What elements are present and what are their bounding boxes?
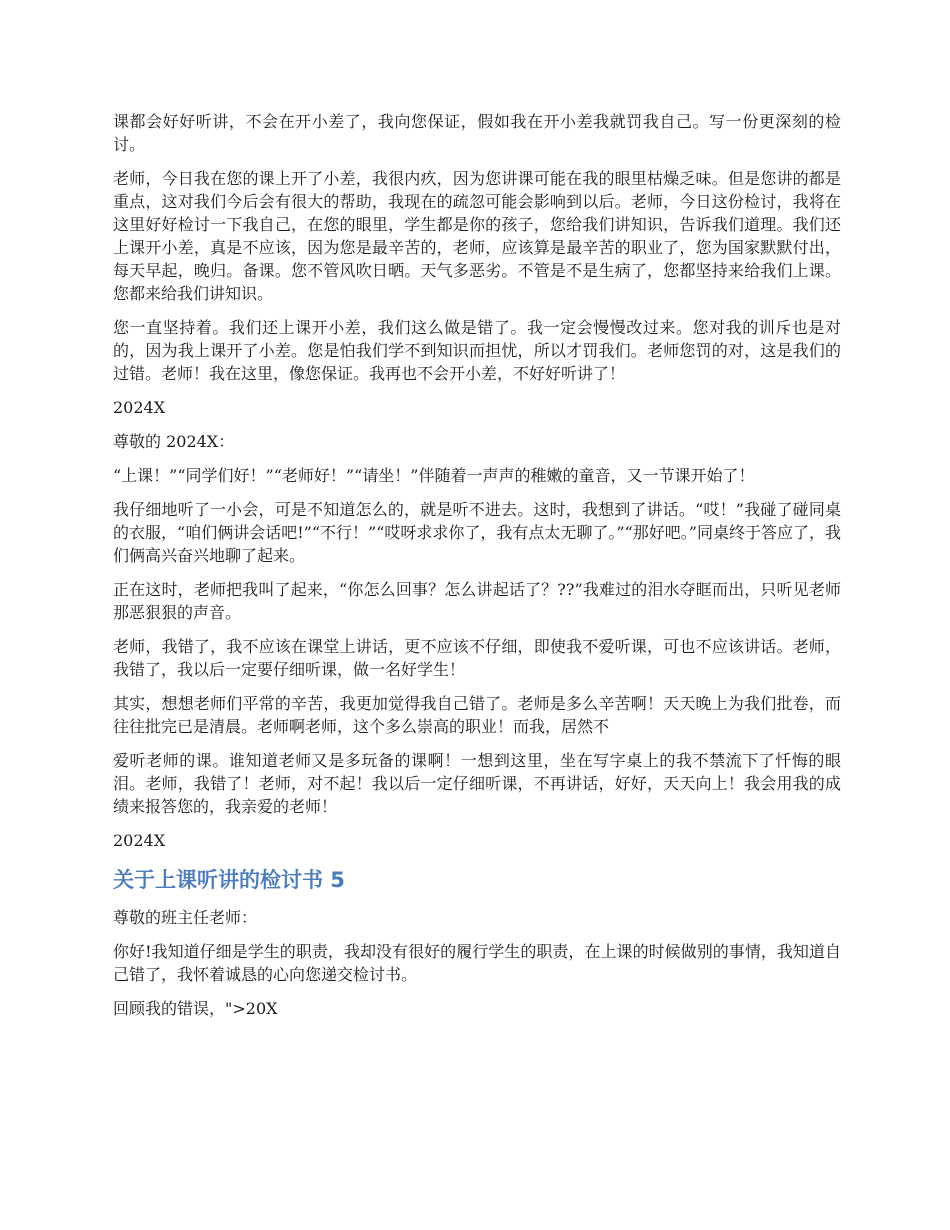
paragraph-intro: 你好!我知道仔细是学生的职责，我却没有很好的履行学生的职责，在上课的时候做别的事情，我知道自己错了，我怀着诚恳的心向您递交检讨书。 [113, 942, 841, 984]
paragraph-caught: 正在这时，老师把我叫了起来，“你怎么回事？怎么讲起话了？??”我难过的泪水夺眶而出，只听见老师那恶狠狠的声音。 [113, 580, 841, 622]
paragraph-review: 回顾我的错误，">20X [113, 999, 278, 1018]
paragraph-apology: 老师，今日我在您的课上开了小差，我很内疚，因为您讲课可能在我的眼里枯燥乏味。但是您讲的都是重点，这对我们今后会有很大的帮助，我现在的疏忽可能会影响到以后。老师，今日这份检讨，我将在这里好好检讨一下我自己，在您的眼里，学生都是你的孩子，您给我们讲知识，告诉我们道理。我们还上课开小差，真是不应该，因为您是最辛苦的，老师，应该算是最辛苦的职业了，您为国家默默付出，每天早起，晚归。备课。您不管风吹日晒。天气多恶劣。不管是不是生病了，您都坚持来给我们上课。您都来给我们讲知识。 [113, 169, 841, 303]
paragraph-reflection: 其实，想想老师们平常的辛苦，我更加觉得我自己错了。老师是多么辛苦啊！天天晚上为我们批卷，而往往批完已是清晨。老师啊老师，这个多么崇高的职业！而我，居然不 [113, 694, 841, 736]
section-heading: 关于上课听讲的检讨书 5 [113, 868, 345, 892]
document-page [113, 110, 841, 1031]
date-line: 2024X [113, 831, 166, 850]
paragraph-class-start: “上课！”“同学们好！”“老师好！”“请坐！”伴随着一声声的稚嫩的童音，又一节课开始了！ [113, 466, 755, 485]
paragraph-admission: 老师，我错了，我不应该在课堂上讲话，更不应该不仔细，即使我不爱听课，可也不应该讲话。老师，我错了，我以后一定要仔细听课，做一名好学生！ [113, 637, 841, 679]
salutation: 尊敬的班主任老师： [113, 908, 258, 927]
date-line: 2024X [113, 398, 166, 417]
paragraph-promise: 课都会好好听讲，不会在开小差了，我向您保证，假如我在开小差我就罚我自己。写一份更深刻的检讨。 [113, 112, 841, 154]
paragraph-persistence: 您一直坚持着。我们还上课开小差，我们这么做是错了。我一定会慢慢改过来。您对我的训斥也是对的，因为我上课开了小差。您是怕我们学不到知识而担忧，所以才罚我们。老师您罚的对，这是我们的过错。老师！我在这里，像您保证。我再也不会开小差，不好好听讲了！ [113, 318, 841, 383]
paragraph-talking: 我仔细地听了一小会，可是不知道怎么的，就是听不进去。这时，我想到了讲话。“哎！”我碰了碰同桌的衣服，“咱们俩讲会话吧!”“不行！”“哎呀求求你了，我有点太无聊了。”“那好吧。”同桌终于答应了，我们俩高兴奋兴地聊了起来。 [113, 500, 841, 565]
salutation: 尊敬的 2024X： [113, 432, 235, 451]
paragraph-regret: 爱听老师的课。谁知道老师又是多玩备的课啊！一想到这里，坐在写字桌上的我不禁流下了忏悔的眼泪。老师，我错了！老师，对不起！我以后一定仔细听课，不再讲话，好好，天天向上！我会用我的成绩来报答您的，我亲爱的老师！ [113, 751, 841, 816]
